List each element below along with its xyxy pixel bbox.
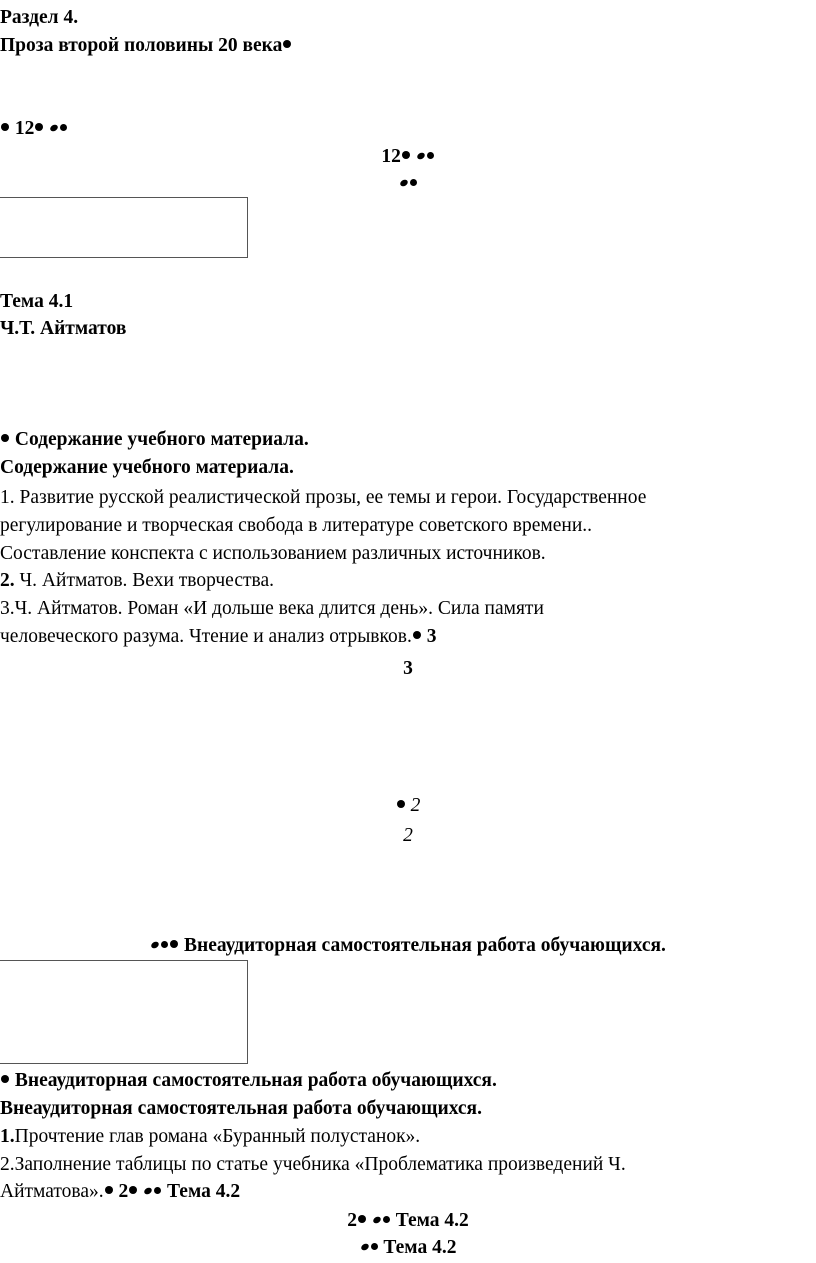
bullet-icon (35, 123, 43, 131)
bullet-pair-row (0, 172, 816, 196)
topic-number: Тема 4.1 (0, 291, 74, 312)
independent-heading-bulleted: Внеаудиторная самостоятельная работа обучающихся. (0, 1069, 497, 1093)
content-line: Составление конспекта с использованием различных источников. (0, 543, 546, 564)
bullet-icon (129, 1186, 137, 1194)
bullet-icon (413, 631, 421, 639)
bullet-icon (105, 1186, 113, 1194)
content-line: регулирование и творческая свобода в литературе советского времени.. (0, 515, 592, 536)
level-value: 2 (403, 825, 413, 846)
next-topic-marker: 2 Тема 4.2 (347, 1210, 469, 1231)
bullet-icon (402, 151, 410, 159)
bullet-triple-icon (150, 934, 179, 958)
section-label: Раздел 4. (0, 7, 79, 28)
independent-item: 1.Прочтение глав романа «Буранный полустанок». (0, 1126, 421, 1147)
bullet-pair-icon (49, 117, 68, 141)
bullet-pair-icon (360, 1236, 379, 1260)
bullet-icon (1, 434, 9, 442)
bullet-pair-icon (372, 1209, 391, 1233)
content-line: 3.Ч. Айтматов. Роман «И дольше века длится день». Сила памяти (0, 598, 544, 619)
hours-marker: 12 (0, 117, 68, 141)
independent-item: 2.Заполнение таблицы по статье учебника «Проблематика произведений Ч. (0, 1154, 626, 1175)
content-line: человеческого разума. Чтение и анализ отрывков. 3 (0, 626, 437, 647)
bullet-pair-icon (416, 145, 435, 169)
empty-cell-box (0, 197, 248, 258)
bullet-icon (283, 40, 291, 48)
level-marker: 2 (0, 794, 816, 818)
next-topic-marker: Тема 4.2 (0, 1236, 816, 1260)
independent-heading: Внеаудиторная самостоятельная работа обучающихся. (0, 1098, 482, 1119)
bullet-icon (1, 123, 9, 131)
hours-marker-centered: 12 (0, 145, 816, 169)
content-line: 1. Развитие русской реалистической прозы, ее темы и герои. Государственное (0, 487, 647, 508)
bullet-icon (358, 1215, 366, 1223)
independent-heading-centered: Внеаудиторная самостоятельная работа обучающихся. (0, 934, 816, 958)
content-heading: Содержание учебного материала. (0, 457, 294, 478)
bullet-pair-icon (399, 172, 418, 196)
topic-name: Ч.Т. Айтматов (0, 318, 127, 339)
hours-value: 3 (403, 658, 413, 679)
independent-item-continued: Айтматова». 2 Тема 4.2 (0, 1181, 241, 1202)
content-line: 2. Ч. Айтматов. Вехи творчества. (0, 570, 274, 591)
bullet-icon (397, 800, 405, 808)
content-heading-bulleted: Содержание учебного материала. (0, 428, 309, 452)
empty-cell-box (0, 960, 248, 1064)
section-title: Проза второй половины 20 века (0, 34, 292, 58)
bullet-icon (1, 1075, 9, 1083)
bullet-pair-icon (143, 1180, 162, 1204)
